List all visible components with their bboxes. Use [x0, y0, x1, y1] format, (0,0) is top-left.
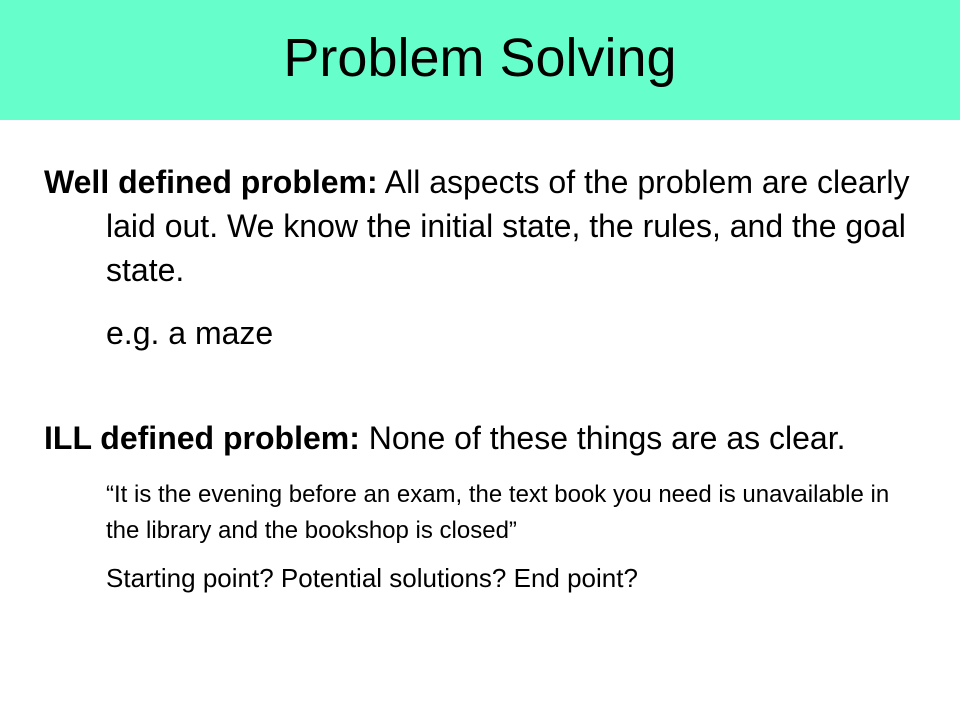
ill-defined-paragraph — [44, 416, 924, 460]
ill-defined-description: None of these things are as clear. — [359, 420, 846, 456]
ill-defined-questions: Starting point? Potential solutions? End point? — [106, 563, 638, 593]
well-defined-term: Well defined problem: — [44, 164, 378, 200]
well-defined-description: All aspects of the problem are clearly laid out. We know the initial state, the rules, and the goal state. — [106, 164, 910, 288]
slide-body — [44, 160, 924, 596]
well-defined-example: e.g. a maze — [106, 315, 274, 351]
ill-defined-example-quote: “It is the evening before an exam, the text book you need is unavailable in the library and the bookshop is closed” — [106, 481, 890, 544]
slide-title: Problem Solving — [283, 28, 677, 88]
well-defined-paragraph — [44, 160, 924, 292]
ill-defined-term: ILL defined problem: — [44, 420, 360, 456]
title-bar — [0, 0, 960, 120]
